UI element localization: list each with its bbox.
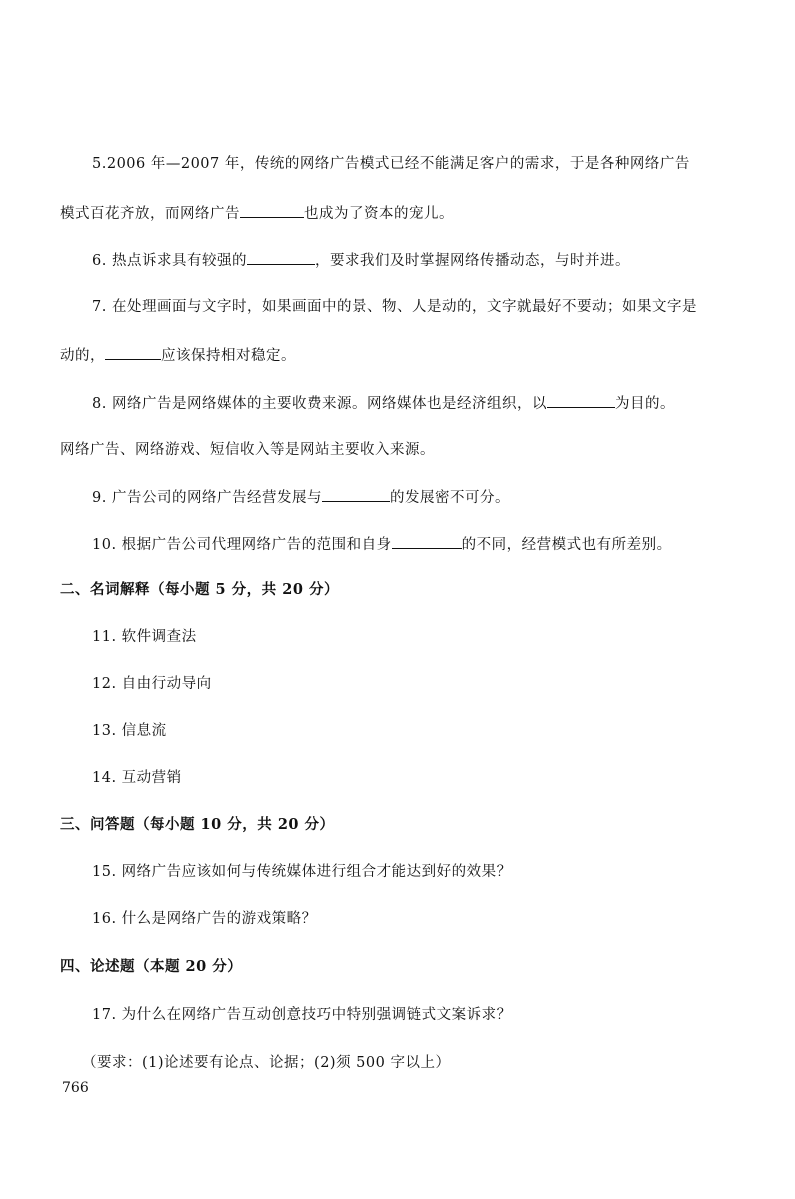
question-text: 2006 年—2007 年，传统的网络广告模式已经不能满足客户的需求，于是各种网络广告 [106,156,690,172]
question-text: 网络广告是网络媒体的主要收费来源。网络媒体也是经济组织，以 [111,396,547,412]
short-answer-item: 15. 网络广告应该如何与传统媒体进行组合才能达到好的效果？ [92,864,512,880]
question-text: 的不同，经营模式也有所差别。 [461,537,672,553]
question-text: 模式百花齐放，而网络广告 [60,206,240,222]
question-5-line1 [92,154,690,174]
question-number: 9. [92,490,107,506]
question-number: 10. [92,537,117,553]
question-8-line1 [92,393,675,414]
question-number: 7. [92,299,107,315]
essay-requirement: （要求：(1)论述要有论点、论据；(2)须 500 字以上） [82,1055,451,1071]
question-text: 网络广告、网络游戏、短信收入等是网站主要收入来源。 [60,442,435,458]
question-5-line2 [60,203,454,224]
answer-blank [240,203,304,218]
question-10 [92,534,672,555]
term-item: 12. 自由行动导向 [92,676,212,692]
question-text: 应该保持相对稳定。 [161,348,296,364]
question-7-line1 [92,297,697,317]
answer-blank [547,393,615,408]
section-2-title: 二、名词解释（每小题 5 分，共 20 分） [60,581,339,598]
answer-blank [105,345,161,360]
question-7-line2 [60,345,296,366]
answer-blank [322,487,390,502]
answer-blank [392,534,462,549]
section-4-title: 四、论述题（本题 20 分） [60,958,243,975]
question-number: 8. [92,396,107,412]
question-9 [92,487,510,508]
question-text: 为目的。 [614,396,675,412]
term-item: 14. 互动营销 [92,770,182,786]
term-item: 13. 信息流 [92,723,167,739]
question-text: 热点诉求具有较强的 [111,253,247,269]
question-6 [92,250,630,271]
page-number: 766 [62,1080,89,1096]
question-number: 5. [92,156,107,172]
short-answer-item: 16. 什么是网络广告的游戏策略？ [92,911,317,927]
question-number: 6. [92,253,107,269]
answer-blank [247,250,315,265]
question-text: 的发展密不可分。 [389,490,510,506]
section-3-title: 三、问答题（每小题 10 分，共 20 分） [60,816,335,833]
term-item: 11. 软件调查法 [92,629,197,645]
question-text: 动的， [60,348,105,364]
question-text: 在处理画面与文字时，如果画面中的景、物、人是动的，文字就最好不要动；如果文字是 [111,299,697,315]
question-text: 广告公司的网络广告经营发展与 [111,490,322,506]
question-8-line2 [60,440,435,460]
question-text: 根据广告公司代理网络广告的范围和自身 [121,537,392,553]
question-text: 也成为了资本的宠儿。 [304,206,454,222]
question-text: ，要求我们及时掌握网络传播动态，与时并进。 [314,253,630,269]
essay-question: 17. 为什么在网络广告互动创意技巧中特别强调链式文案诉求？ [92,1007,512,1023]
